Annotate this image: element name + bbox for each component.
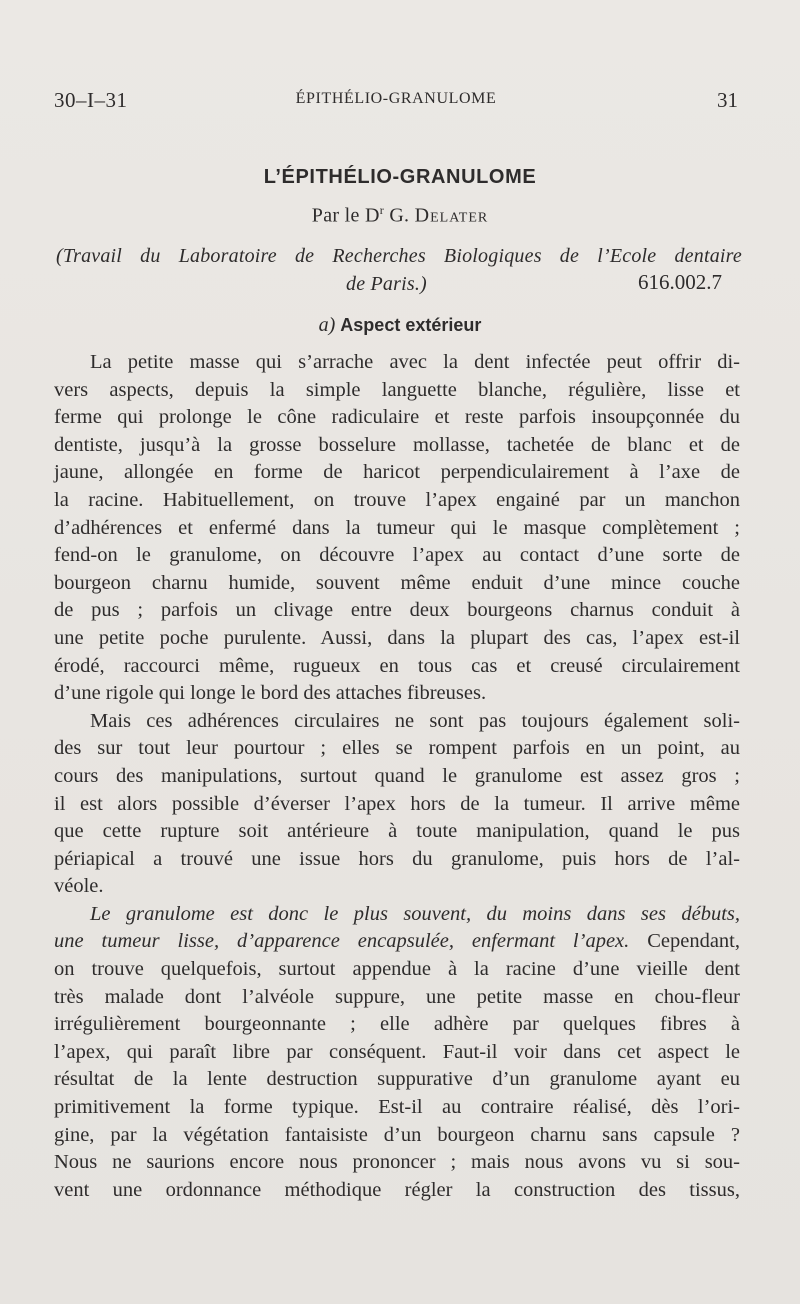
text-line: ferme qui prolonge le cône radiculaire et reste parfois insoupçonnée du [54, 406, 740, 429]
text-line: que cette rupture soit antérieure à toute manipulation, quand le pus [54, 820, 740, 843]
article-title: L’ÉPITHÉLIO-GRANULOME [263, 166, 537, 188]
text-line: jaune, allongée en forme de haricot perpendiculairement à l’axe de [54, 461, 740, 484]
byline-title-sup: r [379, 203, 385, 217]
author-name: Delater [414, 204, 489, 227]
text-line: d’adhérences et enfermé dans la tumeur qui le masque complètement ; [54, 516, 740, 539]
text-line: vent une ordonnance méthodique régler la construction des tissus, [54, 1178, 740, 1201]
text-line: une petite poche purulente. Aussi, dans la plupart des cas, l’apex est-il [54, 626, 740, 649]
text-line: résultat de la lente destruction suppurative d’un granulome ayant eu [54, 1068, 740, 1091]
text-line: véole. [54, 875, 104, 898]
text-run: Cependant, [629, 930, 740, 953]
section-title: Aspect extérieur [340, 315, 482, 335]
paragraph-1 [54, 349, 740, 708]
affiliation-line-2: de Paris.) [346, 273, 427, 295]
text-line: très malade dont l’alvéole suppure, une petite masse en chou-fleur [54, 985, 740, 1008]
emphasis-text: une tumeur lisse, d’apparence encapsulée, enfermant l’apex. [54, 930, 630, 953]
running-header [54, 88, 738, 114]
byline-initial: G. [384, 204, 415, 227]
text-line: dentiste, jusqu’à la grosse bosselure mollasse, tachetée de blanc et de [54, 433, 740, 456]
text-line: périapical a trouvé une issue hors du granulome, puis hors de l’al- [54, 847, 740, 870]
text-line: des sur tout leur pourtour ; elles se rompent parfois en un point, au [54, 737, 740, 760]
paragraph-2 [54, 708, 740, 901]
text-line: vers aspects, depuis la simple languette blanche, régulière, lisse et [54, 378, 740, 401]
text-line: l’apex, qui paraît libre par conséquent. Faut-il voir dans cet aspect le [54, 1040, 740, 1063]
text-line: primitivement la forme typique. Est-il au contraire réalisé, dès l’ori- [54, 1096, 740, 1119]
text-line: irrégulièrement bourgeonnante ; elle adhère par quelques fibres à [54, 1013, 740, 1036]
text-line: de pus ; parfois un clivage entre deux bourgeons charnus conduit à [54, 599, 740, 622]
byline-prefix: Par le D [311, 204, 380, 227]
text-line: Nous ne saurions encore nous prononcer ; mais nous avons vu si sou- [54, 1151, 740, 1174]
header-issue-number: 30–I–31 [54, 88, 128, 112]
header-running-title: ÉPITHÉLIO-GRANULOME [295, 90, 497, 107]
affiliation-line-1: (Travail du Laboratoire de Recherches Biologiques de l’Ecole dentaire [56, 245, 742, 267]
text-line: érodé, raccourci même, rugueux en tous cas et creusé circulairement [54, 654, 740, 677]
text-line: bourgeon charnu humide, souvent même enduit d’une mince couche [54, 571, 740, 594]
text-line: il est alors possible d’éverser l’apex hors de la tumeur. Il arrive même [54, 792, 740, 815]
section-letter: a) [318, 314, 336, 336]
text-line: fend-on le granulome, on découvre l’apex au contact d’une sorte de [54, 544, 740, 567]
text-line: cours des manipulations, surtout quand le granulome est assez gros ; [54, 764, 740, 787]
text-line-mixed [54, 928, 740, 956]
text-line: gine, par la végétation fantaisiste d’un bourgeon charnu sans capsule ? [54, 1123, 740, 1146]
text-line: d’une rigole qui longe le bord des attaches fibreuses. [54, 682, 487, 705]
body-text [54, 349, 740, 1204]
section-heading [0, 314, 800, 337]
text-line: Mais ces adhérences circulaires ne sont pas toujours également soli- [90, 709, 740, 732]
paragraph-3 [54, 901, 740, 1205]
page-number: 31 [717, 88, 738, 112]
text-line: La petite masse qui s’arrache avec la dent infectée peut offrir di- [90, 351, 740, 373]
text-line: la racine. Habituellement, on trouve l’apex engainé par un manchon [54, 488, 740, 511]
author-byline [0, 203, 800, 228]
classification-number: 616.002.7 [638, 270, 722, 294]
text-line: on trouve quelquefois, surtout appendue à la racine d’une vieille dent [54, 958, 740, 981]
text-line-emphasis: Le granulome est donc le plus souvent, du moins dans ses débuts, [90, 902, 740, 925]
